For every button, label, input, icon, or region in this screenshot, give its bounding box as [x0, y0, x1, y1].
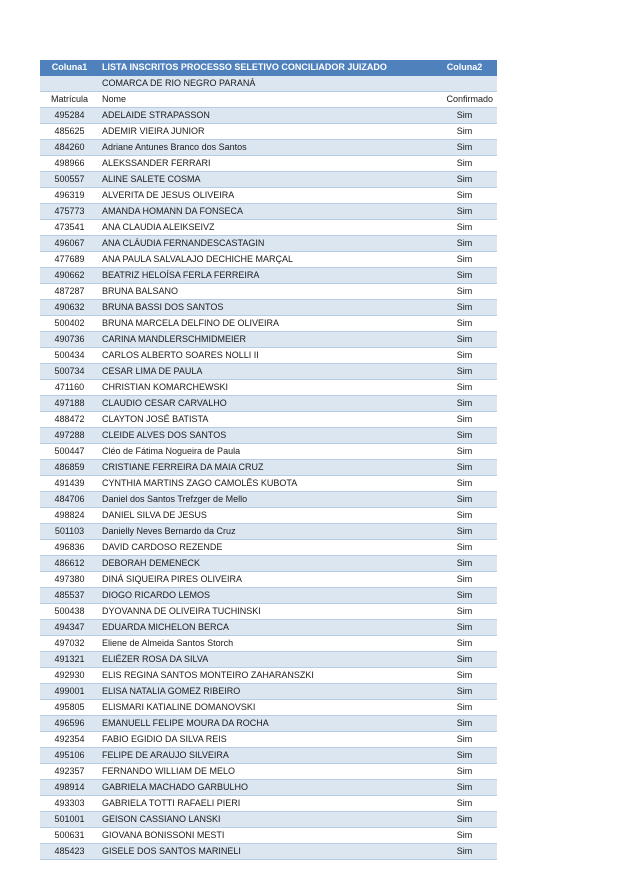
- matricula-cell: 500631: [40, 828, 99, 844]
- subheader-comarca: COMARCA DE RIO NEGRO PARANÁ: [99, 76, 432, 92]
- confirmado-cell: Sim: [432, 764, 497, 780]
- matricula-cell: 475773: [40, 204, 99, 220]
- nome-cell: ALEKSSANDER FERRARI: [99, 156, 432, 172]
- header-col1: Coluna1: [40, 60, 99, 76]
- matricula-cell: 486859: [40, 460, 99, 476]
- nome-cell: Daniel dos Santos Trefzger de Mello: [99, 492, 432, 508]
- matricula-cell: 498966: [40, 156, 99, 172]
- matricula-cell: 485423: [40, 844, 99, 860]
- nome-cell: CLAYTON JOSÉ BATISTA: [99, 412, 432, 428]
- matricula-cell: 497188: [40, 396, 99, 412]
- table-row: [40, 188, 497, 204]
- confirmado-cell: Sim: [432, 108, 497, 124]
- matricula-cell: 488472: [40, 412, 99, 428]
- table-row: [40, 300, 497, 316]
- confirmado-cell: Sim: [432, 620, 497, 636]
- nome-cell: GABRIELA MACHADO GARBULHO: [99, 780, 432, 796]
- table-row: [40, 204, 497, 220]
- nome-cell: EDUARDA MICHELON BERCA: [99, 620, 432, 636]
- confirmado-cell: Sim: [432, 796, 497, 812]
- confirmado-cell: Sim: [432, 636, 497, 652]
- table-row: [40, 828, 497, 844]
- nome-cell: DEBORAH DEMENECK: [99, 556, 432, 572]
- confirmado-cell: Sim: [432, 588, 497, 604]
- matricula-cell: 500434: [40, 348, 99, 364]
- confirmado-cell: Sim: [432, 700, 497, 716]
- confirmado-cell: Sim: [432, 188, 497, 204]
- nome-cell: ANA CLAUDIA ALEIKSEIVZ: [99, 220, 432, 236]
- matricula-cell: 499001: [40, 684, 99, 700]
- confirmado-cell: Sim: [432, 508, 497, 524]
- confirmado-cell: Sim: [432, 252, 497, 268]
- table-row: [40, 684, 497, 700]
- matricula-cell: 485537: [40, 588, 99, 604]
- nome-cell: ELISA NATALIA GOMEZ RIBEIRO: [99, 684, 432, 700]
- confirmado-cell: Sim: [432, 828, 497, 844]
- confirmado-cell: Sim: [432, 748, 497, 764]
- matricula-cell: 498824: [40, 508, 99, 524]
- matricula-cell: 485625: [40, 124, 99, 140]
- nome-cell: ALINE SALETE COSMA: [99, 172, 432, 188]
- confirmado-cell: Sim: [432, 412, 497, 428]
- table-row: [40, 524, 497, 540]
- confirmado-cell: Sim: [432, 172, 497, 188]
- confirmado-cell: Sim: [432, 396, 497, 412]
- table-row: [40, 700, 497, 716]
- confirmado-cell: Sim: [432, 364, 497, 380]
- confirmado-cell: Sim: [432, 732, 497, 748]
- subheader-empty: [40, 76, 99, 92]
- table-row: [40, 668, 497, 684]
- table-row: [40, 572, 497, 588]
- matricula-cell: 493303: [40, 796, 99, 812]
- label-row: [40, 92, 497, 108]
- table-row: [40, 380, 497, 396]
- table-row: [40, 556, 497, 572]
- table-row: [40, 156, 497, 172]
- nome-cell: GABRIELA TOTTI RAFAELI PIERI: [99, 796, 432, 812]
- nome-cell: CESAR LIMA DE PAULA: [99, 364, 432, 380]
- matricula-cell: 496319: [40, 188, 99, 204]
- confirmado-cell: Sim: [432, 556, 497, 572]
- confirmado-cell: Sim: [432, 140, 497, 156]
- table-row: [40, 364, 497, 380]
- nome-cell: GEISON CASSIANO LANSKI: [99, 812, 432, 828]
- table-row: [40, 108, 497, 124]
- table-row: [40, 428, 497, 444]
- inscritos-table: [40, 60, 497, 860]
- nome-cell: BRUNA BASSI DOS SANTOS: [99, 300, 432, 316]
- nome-cell: Danielly Neves Bernardo da Cruz: [99, 524, 432, 540]
- nome-cell: ADELAIDE STRAPASSON: [99, 108, 432, 124]
- confirmado-cell: Sim: [432, 540, 497, 556]
- subheader-empty-right: [432, 76, 497, 92]
- matricula-cell: 500734: [40, 364, 99, 380]
- table-row: [40, 620, 497, 636]
- confirmado-cell: Sim: [432, 572, 497, 588]
- nome-cell: DIOGO RICARDO LEMOS: [99, 588, 432, 604]
- matricula-cell: 486612: [40, 556, 99, 572]
- confirmado-cell: Sim: [432, 844, 497, 860]
- table-row: [40, 508, 497, 524]
- matricula-cell: 501001: [40, 812, 99, 828]
- nome-cell: CARINA MANDLERSCHMIDMEIER: [99, 332, 432, 348]
- matricula-cell: 490662: [40, 268, 99, 284]
- nome-cell: CYNTHIA MARTINS ZAGO CAMOLÊS KUBOTA: [99, 476, 432, 492]
- matricula-cell: 501103: [40, 524, 99, 540]
- table-row: [40, 492, 497, 508]
- confirmado-cell: Sim: [432, 460, 497, 476]
- matricula-cell: 492354: [40, 732, 99, 748]
- table-row: [40, 220, 497, 236]
- table-row: [40, 252, 497, 268]
- nome-cell: EMANUELL FELIPE MOURA DA ROCHA: [99, 716, 432, 732]
- nome-cell: CARLOS ALBERTO SOARES NOLLI II: [99, 348, 432, 364]
- matricula-cell: 491321: [40, 652, 99, 668]
- confirmado-cell: Sim: [432, 268, 497, 284]
- nome-cell: ELIÉZER ROSA DA SILVA: [99, 652, 432, 668]
- nome-cell: CRISTIANE FERREIRA DA MAIA CRUZ: [99, 460, 432, 476]
- nome-cell: ALVERITA DE JESUS OLIVEIRA: [99, 188, 432, 204]
- matricula-cell: 484706: [40, 492, 99, 508]
- header-title: LISTA INSCRITOS PROCESSO SELETIVO CONCILIADOR JUIZADO: [99, 60, 432, 76]
- matricula-cell: 497288: [40, 428, 99, 444]
- matricula-cell: 473541: [40, 220, 99, 236]
- table-row: [40, 716, 497, 732]
- matricula-cell: 491439: [40, 476, 99, 492]
- confirmado-cell: Sim: [432, 476, 497, 492]
- table-row: [40, 348, 497, 364]
- table-row: [40, 124, 497, 140]
- confirmado-cell: Sim: [432, 444, 497, 460]
- table-row: [40, 236, 497, 252]
- header-col3: Coluna2: [432, 60, 497, 76]
- table-row: [40, 588, 497, 604]
- matricula-cell: 492930: [40, 668, 99, 684]
- matricula-cell: 496596: [40, 716, 99, 732]
- confirmado-cell: Sim: [432, 684, 497, 700]
- nome-cell: CLAUDIO CESAR CARVALHO: [99, 396, 432, 412]
- label-confirmado: Confirmado: [432, 92, 497, 108]
- matricula-cell: 500557: [40, 172, 99, 188]
- nome-cell: Eliene de Almeida Santos Storch: [99, 636, 432, 652]
- nome-cell: DYOVANNA DE OLIVEIRA TUCHINSKI: [99, 604, 432, 620]
- nome-cell: FELIPE DE ARAUJO SILVEIRA: [99, 748, 432, 764]
- nome-cell: Adriane Antunes Branco dos Santos: [99, 140, 432, 156]
- matricula-cell: 494347: [40, 620, 99, 636]
- nome-cell: DAVID CARDOSO REZENDE: [99, 540, 432, 556]
- confirmado-cell: Sim: [432, 604, 497, 620]
- confirmado-cell: Sim: [432, 524, 497, 540]
- confirmado-cell: Sim: [432, 812, 497, 828]
- confirmado-cell: Sim: [432, 380, 497, 396]
- table-row: [40, 284, 497, 300]
- table-row: [40, 316, 497, 332]
- matricula-cell: 500438: [40, 604, 99, 620]
- table-row: [40, 540, 497, 556]
- confirmado-cell: Sim: [432, 300, 497, 316]
- table-row: [40, 268, 497, 284]
- matricula-cell: 492357: [40, 764, 99, 780]
- matricula-cell: 487287: [40, 284, 99, 300]
- nome-cell: ELIS REGINA SANTOS MONTEIRO ZAHARANSZKI: [99, 668, 432, 684]
- table-row: [40, 636, 497, 652]
- table-row: [40, 732, 497, 748]
- confirmado-cell: Sim: [432, 236, 497, 252]
- matricula-cell: 484260: [40, 140, 99, 156]
- table-row: [40, 172, 497, 188]
- table-row: [40, 460, 497, 476]
- table-row: [40, 796, 497, 812]
- nome-cell: GISELE DOS SANTOS MARINELI: [99, 844, 432, 860]
- confirmado-cell: Sim: [432, 348, 497, 364]
- matricula-cell: 496836: [40, 540, 99, 556]
- label-nome: Nome: [99, 92, 432, 108]
- confirmado-cell: Sim: [432, 220, 497, 236]
- table-row: [40, 652, 497, 668]
- table-row: [40, 332, 497, 348]
- matricula-cell: 495805: [40, 700, 99, 716]
- table-row: [40, 444, 497, 460]
- confirmado-cell: Sim: [432, 652, 497, 668]
- confirmado-cell: Sim: [432, 332, 497, 348]
- nome-cell: GIOVANA BONISSONI MESTI: [99, 828, 432, 844]
- nome-cell: FABIO EGIDIO DA SILVA REIS: [99, 732, 432, 748]
- table-row: [40, 140, 497, 156]
- header-row: [40, 60, 497, 76]
- nome-cell: BRUNA MARCELA DELFINO DE OLIVEIRA: [99, 316, 432, 332]
- nome-cell: AMANDA HOMANN DA FONSECA: [99, 204, 432, 220]
- confirmado-cell: Sim: [432, 668, 497, 684]
- confirmado-cell: Sim: [432, 284, 497, 300]
- matricula-cell: 490736: [40, 332, 99, 348]
- matricula-cell: 496067: [40, 236, 99, 252]
- table-row: [40, 412, 497, 428]
- nome-cell: BRUNA BALSANO: [99, 284, 432, 300]
- confirmado-cell: Sim: [432, 716, 497, 732]
- table-row: [40, 844, 497, 860]
- nome-cell: ANA PAULA SALVALAJO DECHICHE MARÇAL: [99, 252, 432, 268]
- table-row: [40, 604, 497, 620]
- nome-cell: ELISMARI KATIALINE DOMANOVSKI: [99, 700, 432, 716]
- matricula-cell: 498914: [40, 780, 99, 796]
- table-row: [40, 780, 497, 796]
- nome-cell: DANIEL SILVA DE JESUS: [99, 508, 432, 524]
- nome-cell: BEATRIZ HELOÍSA FERLA FERREIRA: [99, 268, 432, 284]
- matricula-cell: 495106: [40, 748, 99, 764]
- table-row: [40, 748, 497, 764]
- nome-cell: ADEMIR VIEIRA JUNIOR: [99, 124, 432, 140]
- nome-cell: CLEIDE ALVES DOS SANTOS: [99, 428, 432, 444]
- matricula-cell: 495284: [40, 108, 99, 124]
- confirmado-cell: Sim: [432, 124, 497, 140]
- label-matricula: Matrícula: [40, 92, 99, 108]
- table-row: [40, 396, 497, 412]
- matricula-cell: 500402: [40, 316, 99, 332]
- nome-cell: ANA CLÁUDIA FERNANDESCASTAGIN: [99, 236, 432, 252]
- matricula-cell: 490632: [40, 300, 99, 316]
- matricula-cell: 477689: [40, 252, 99, 268]
- confirmado-cell: Sim: [432, 780, 497, 796]
- nome-cell: CHRISTIAN KOMARCHEWSKI: [99, 380, 432, 396]
- table-row: [40, 764, 497, 780]
- matricula-cell: 497032: [40, 636, 99, 652]
- confirmado-cell: Sim: [432, 492, 497, 508]
- matricula-cell: 500447: [40, 444, 99, 460]
- subheader-row: [40, 76, 497, 92]
- nome-cell: Cléo de Fátima Nogueira de Paula: [99, 444, 432, 460]
- table-row: [40, 476, 497, 492]
- nome-cell: FERNANDO WILLIAM DE MELO: [99, 764, 432, 780]
- confirmado-cell: Sim: [432, 316, 497, 332]
- nome-cell: DINÁ SIQUEIRA PIRES OLIVEIRA: [99, 572, 432, 588]
- matricula-cell: 471160: [40, 380, 99, 396]
- matricula-cell: 497380: [40, 572, 99, 588]
- table-row: [40, 812, 497, 828]
- confirmado-cell: Sim: [432, 428, 497, 444]
- confirmado-cell: Sim: [432, 156, 497, 172]
- confirmado-cell: Sim: [432, 204, 497, 220]
